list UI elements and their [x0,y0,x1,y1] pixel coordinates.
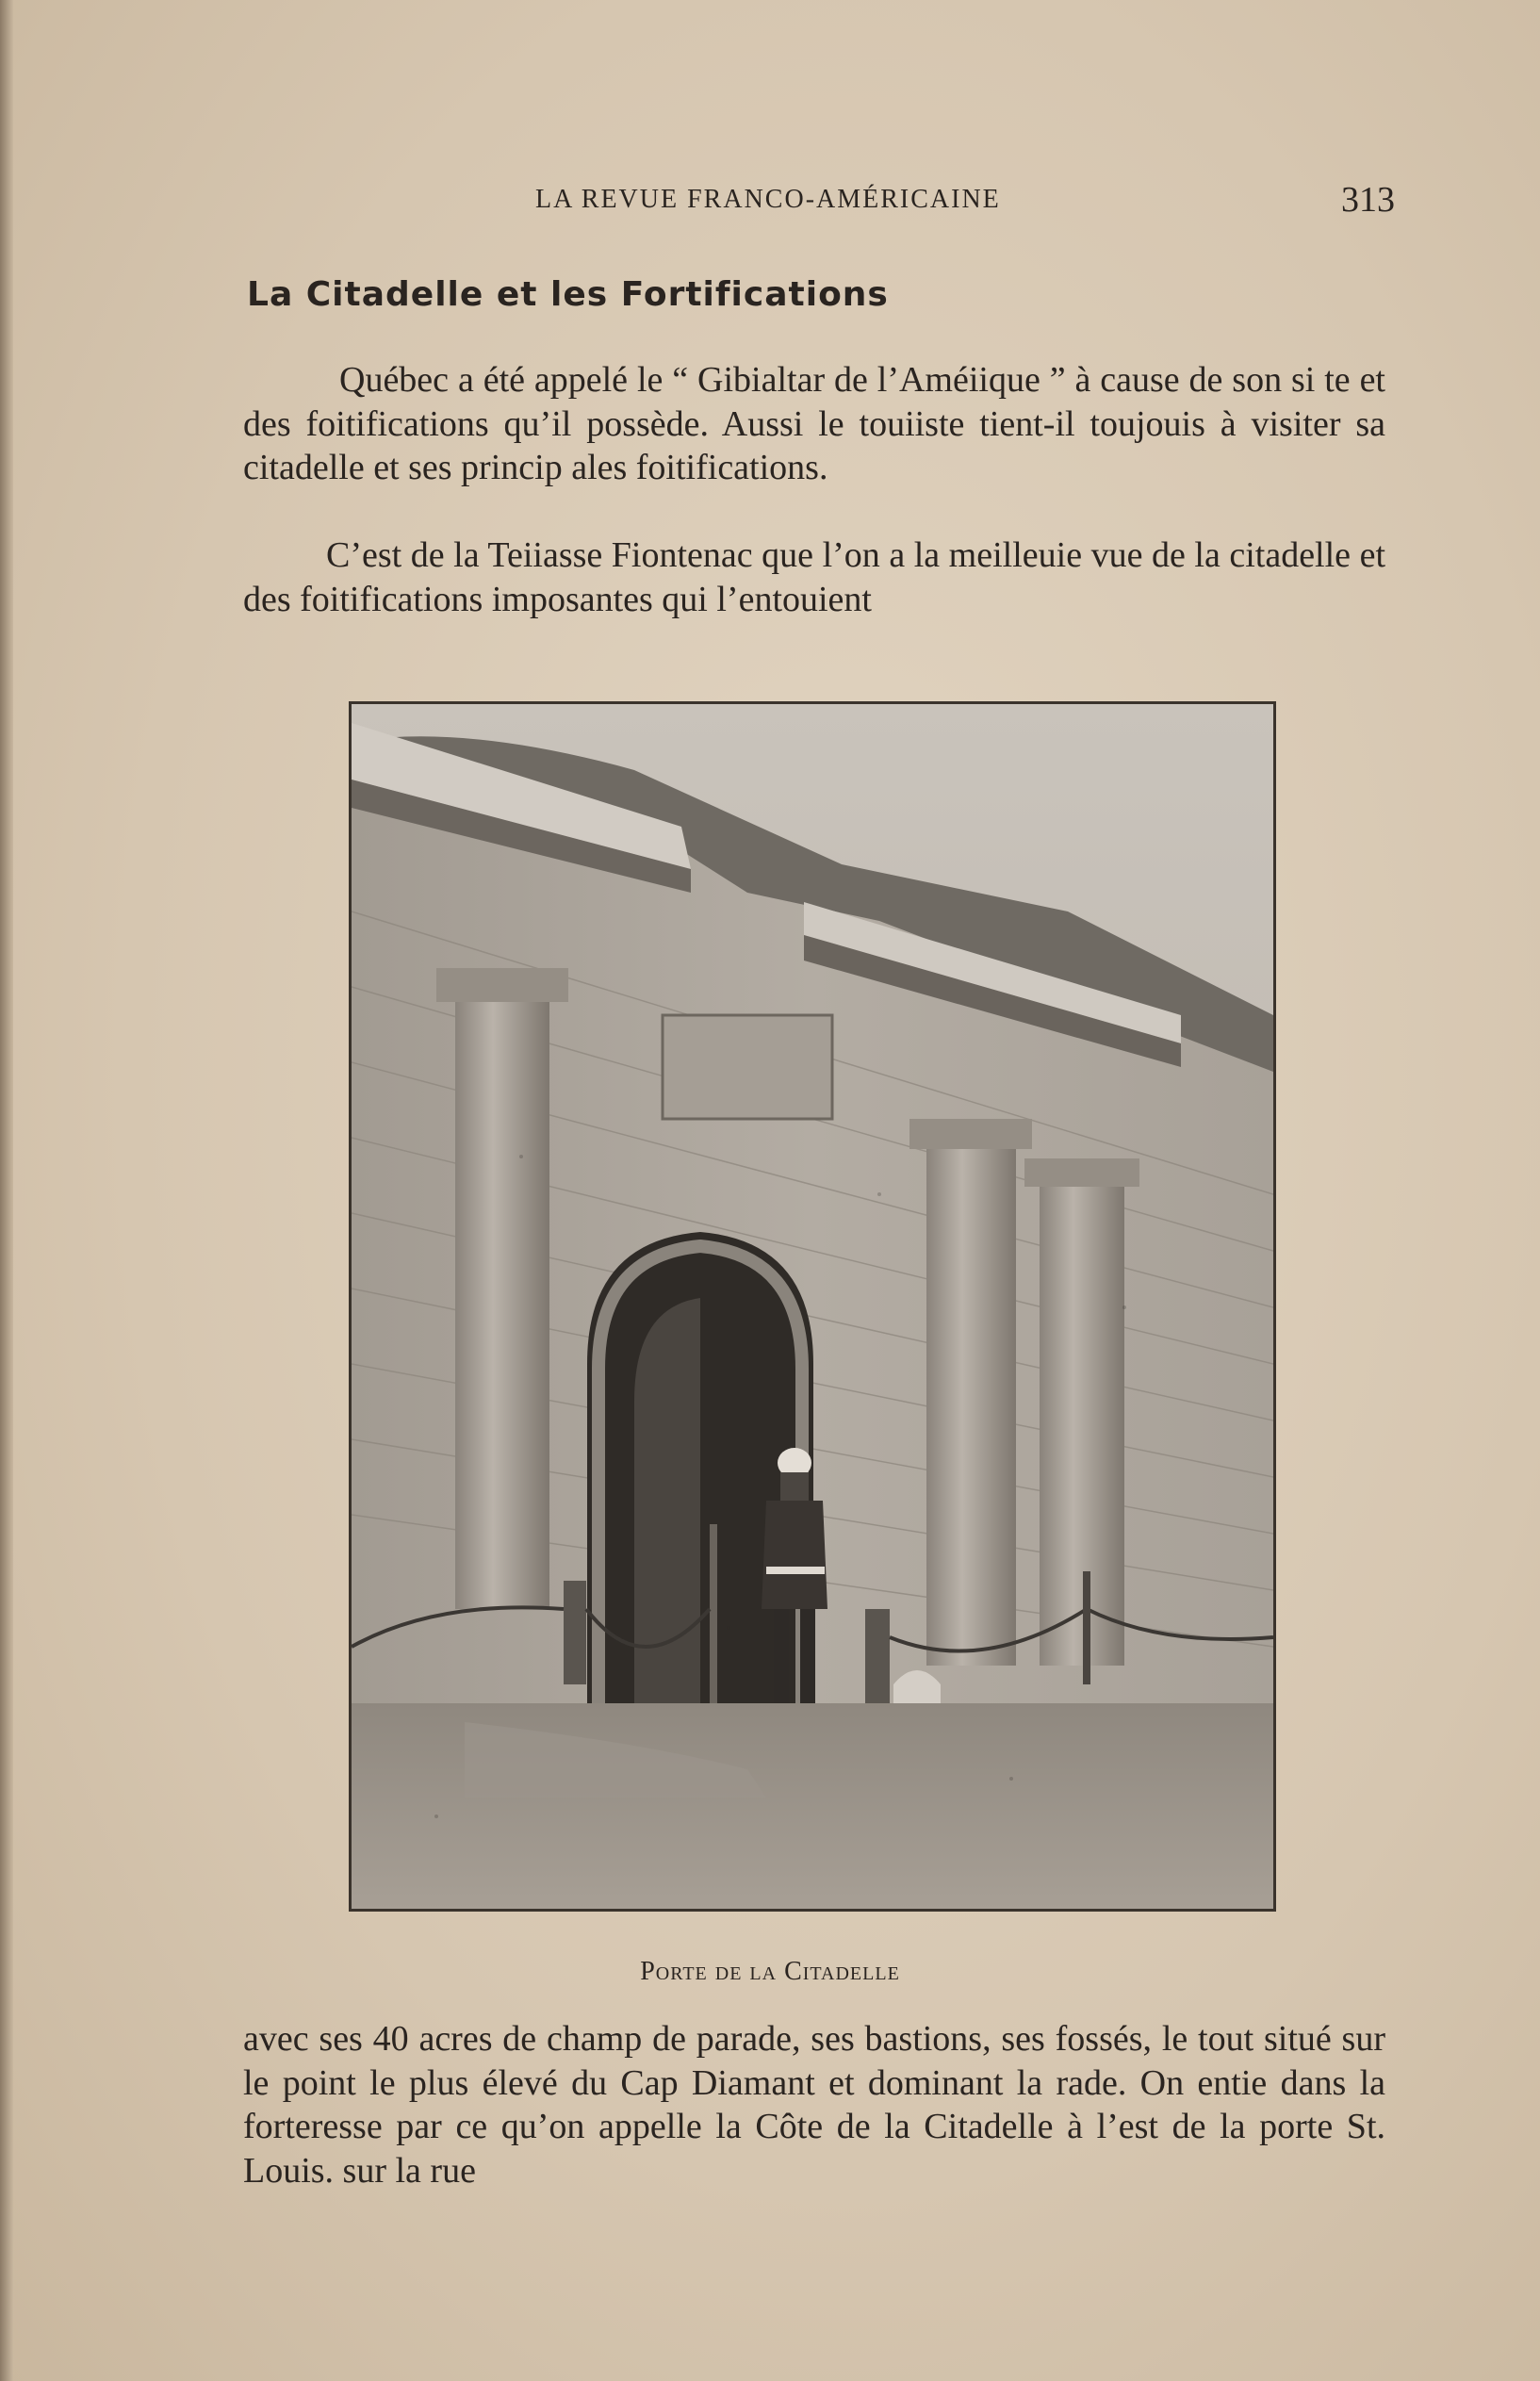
page-number: 313 [1341,180,1395,220]
paragraph-terrasse: C’est de la Teiiasse Fiontenac que l’on a la meilleuie vue de la citadelle et des foitifications imposantes qui l’entouient [243,535,1385,619]
citadel-gate-photograph [349,701,1276,1912]
page-gutter [0,0,13,2381]
paragraph-citadel-description: avec ses 40 acres de champ de parade, ses bastions, ses fossés, le tout situé sur le point le plus élevé du Cap Diamant et dominant la rade. On entie dans la forteresse par ce qu’on appelle la Côte de la Citadelle à l’est de la porte St. Louis. sur la rue [243,2019,1385,2191]
photo-caption [0,1957,1540,1987]
paragraph-intro: Québec a été appelé le “ Gibialtar de l’Améiique ” à cause de son si te et des foitifications qu’il possède. Aussi le touiiste tient-il toujouis à visiter sa citadelle et ses princip ales foitifications. [243,360,1385,487]
photo-caption-text: Porte de la Citadelle [640,1957,900,1986]
running-title: LA REVUE FRANCO-AMÉRICAINE [535,185,1001,214]
section-title: La Citadelle et les Fortifications [247,275,889,314]
page-header [245,180,1395,222]
